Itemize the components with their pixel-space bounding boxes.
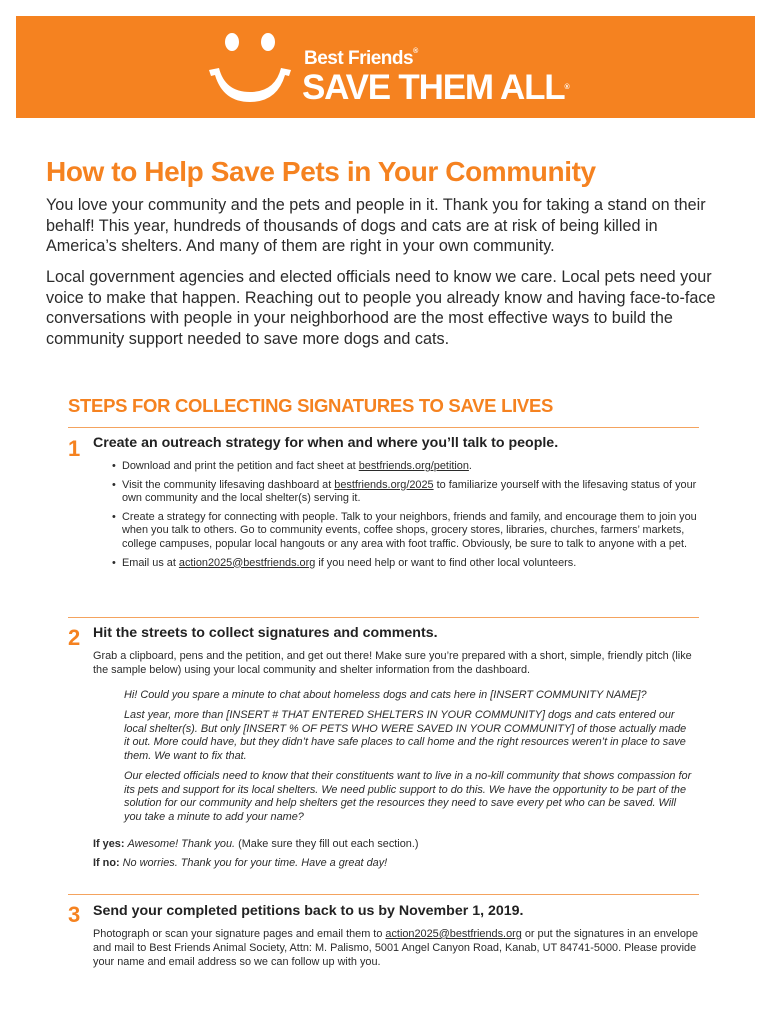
step-number: 2 <box>68 625 81 650</box>
intro-paragraph-2: Local government agencies and elected officials need to know we care. Local pets need your voice to make that happen. Reaching out to people you already know and having face-to-face conversations with people in your neighborhood are the most effective ways to build the community support needed to save more dogs and cats. <box>46 268 716 348</box>
list-item: • Download and print the petition and fact sheet at bestfriends.org/petition. <box>112 460 712 474</box>
pitch-paragraph: Our elected officials need to know that their constituents want to live in a no-kill community that shows compassion for its pets and support for its local shelters. We need public support to do this. We have the opportunity to be part of the solution for our community and help shelters get the resources they need to save every pet who can be saved. Will you take a minute to add your name? <box>124 770 692 823</box>
step-title: Hit the streets to collect signatures and comments. <box>93 625 438 641</box>
pitch-paragraph: Hi! Could you spare a minute to chat about homeless dogs and cats here in [INSERT COMMUNITY NAME]? <box>124 689 647 701</box>
list-item: • Email us at action2025@bestfriends.org if you need help or want to find other local volunteers. <box>112 557 712 571</box>
steps-heading: STEPS FOR COLLECTING SIGNATURES TO SAVE LIVES <box>68 395 554 416</box>
step-number: 3 <box>68 902 81 927</box>
if-yes-line: If yes: Awesome! Thank you. (Make sure they fill out each section.) <box>93 838 419 850</box>
divider <box>68 427 699 428</box>
step-title: Create an outreach strategy for when and where you’ll talk to people. <box>93 435 559 451</box>
brand-tagline: SAVE THEM ALL® <box>302 68 569 107</box>
petition-link[interactable]: bestfriends.org/petition <box>358 460 469 472</box>
divider <box>68 894 699 895</box>
if-no-line: If no: No worries. Thank you for your time. Have a great day! <box>93 857 388 869</box>
best-friends-logo-icon <box>205 30 305 104</box>
step-2-body: Grab a clipboard, pens and the petition, and get out there! Make sure you’re prepared with a short, simple, friendly pitch (like the sample below) using your local community and shelter information from the dashboard. <box>93 650 692 676</box>
email-link[interactable]: action2025@bestfriends.org <box>178 556 316 569</box>
step-number: 1 <box>68 436 81 461</box>
step-3-body: Photograph or scan your signature pages and email them to action2025@bestfriends.org or put the signatures in an envelope and mail to Best Friends Animal Society, Attn: M. Palismo, 5001 Angel Canyon Road, Kanab, UT 84741-5000. Please provide your name and email address so we can follow up with you. <box>93 928 698 968</box>
dashboard-link[interactable]: bestfriends.org/2025 <box>334 478 434 491</box>
brand-name-small: Best Friends® <box>304 48 418 69</box>
email-link[interactable]: action2025@bestfriends.org <box>385 928 522 940</box>
pitch-paragraph: Last year, more than [INSERT # THAT ENTERED SHELTERS IN YOUR COMMUNITY] dogs and cats entered our local shelter(s). But only [INSERT % OF PETS WHO WERE SAVED IN YOUR COMMUNITY] of those actually made it out. More could have, but they didn’t have safe places to call home and the right resources weren’t in place to save them. We want to fix that. <box>124 709 687 762</box>
list-item: • Visit the community lifesaving dashboard at bestfriends.org/2025 to familiarize yourself with the lifesaving status of your own community and the local shelter(s) serving it. <box>112 479 712 506</box>
list-item: • Create a strategy for connecting with people. Talk to your neighbors, friends and family, and encourage them to join you when you talk to others. Go to community events, coffee shops, grocery stores, libraries, churches, farmers’ markets, college campuses, popular local hangouts or any area with foot traffic. Obviously, be sure to talk to anyone with a pet. <box>112 511 712 552</box>
divider <box>68 617 699 618</box>
intro-paragraph-1: You love your community and the pets and people in it. Thank you for taking a stand on their behalf! This year, hundreds of thousands of dogs and cats are at risk of being killed in America’s shelters. And many of them are right in your own community. <box>46 196 706 256</box>
step-1-bullets <box>112 460 712 575</box>
page-title: How to Help Save Pets in Your Community <box>46 156 596 187</box>
step-title: Send your completed petitions back to us by November 1, 2019. <box>93 903 524 919</box>
